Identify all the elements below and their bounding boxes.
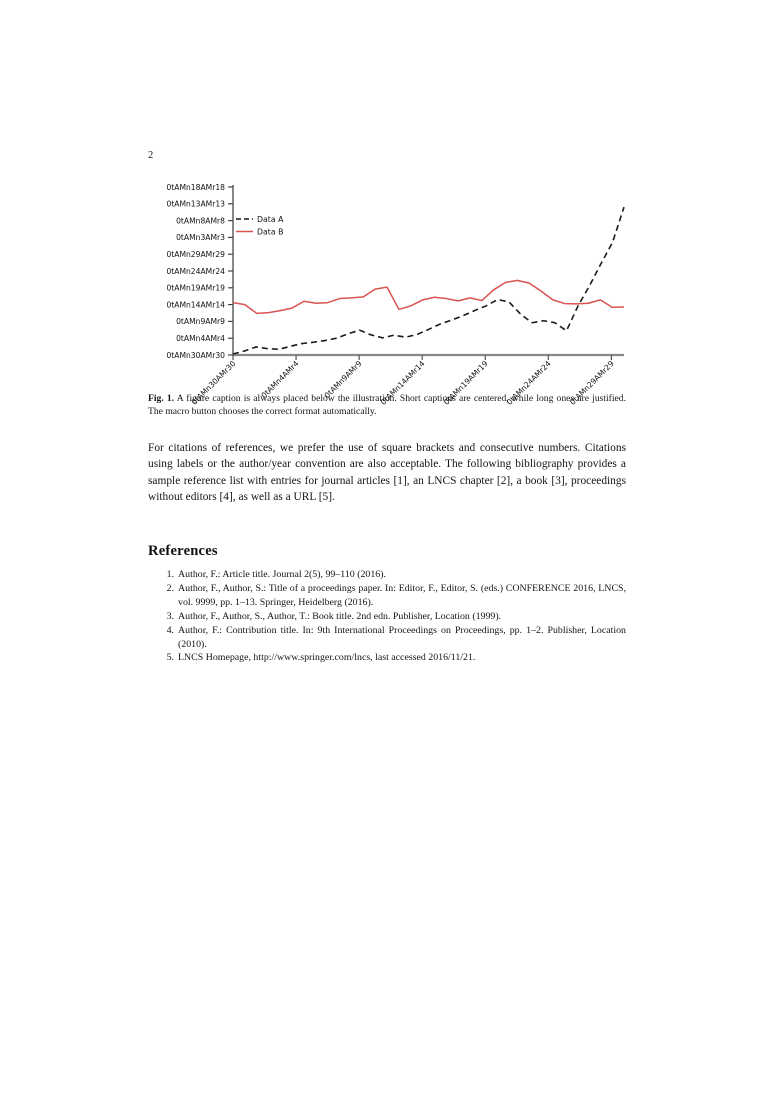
reference-number: 1. — [166, 569, 174, 580]
y-axis-tick-label: 0tAMn8AMr8 — [176, 216, 225, 226]
references-list — [148, 568, 626, 665]
series-line-data-b — [233, 280, 624, 313]
reference-item — [148, 568, 626, 582]
y-axis-tick-label: 0tAMn14AMr14 — [166, 300, 225, 310]
x-axis-tick-label: 0tAMn9AMr9 — [322, 359, 364, 400]
x-axis-tick-label: 0tAMn4AMr4 — [259, 359, 301, 400]
figure-caption — [148, 392, 626, 418]
y-axis-tick-label: 0tAMn24AMr24 — [166, 266, 225, 276]
x-axis-tick-label: 0tAMn24AMr24 — [504, 359, 553, 407]
references-heading: References — [148, 543, 218, 559]
reference-number: 2. — [166, 582, 174, 594]
body-paragraph: For citations of references, we prefer the use of square brackets and consecutive numbers. Citations using labels or the author/year convention are also acceptable. The following bibliography provides a sample reference list with entries for journal articles [1], an LNCS chapter [2], a book [3], proceedings without editors [4], as well as a URL [5]. — [148, 442, 626, 504]
figure-caption-text: A figure caption is always placed below the illustration. Short captions are centered, while long ones are justified. The macro button chooses the correct format automatically. — [148, 393, 626, 418]
x-axis-tick-label: 0tAMn30AMr30 — [189, 359, 238, 407]
y-axis-tick-label: 0tAMn19AMr19 — [166, 283, 225, 293]
reference-item — [148, 610, 626, 624]
reference-text: Author, F., Author, S.: Title of a proceedings paper. In: Editor, F., Editor, S. (eds.) CONFERENCE 2016, LNCS, vol. 9999, pp. 1–13. Springer, Heidelberg (2016). — [178, 582, 626, 608]
page-number: 2 — [148, 150, 154, 161]
reference-text: Author, F.: Contribution title. In: 9th International Proceedings on Proceedings, pp. 1–2. Publisher, Location (2010). — [178, 624, 626, 650]
x-axis-tick-label: 0tAMn14AMr14 — [378, 359, 427, 407]
x-axis-tick-label: 0tAMn29AMr29 — [568, 359, 616, 407]
legend-label: Data B — [257, 227, 284, 237]
y-axis-tick-label: 0tAMn30AMr30 — [166, 350, 225, 360]
figure-caption-label: Fig. 1. — [148, 393, 175, 404]
reference-item — [148, 582, 626, 610]
y-axis-tick-label: 0tAMn9AMr9 — [176, 317, 225, 327]
y-axis-tick-label: 0tAMn4AMr4 — [176, 334, 225, 343]
legend-label: Data A — [257, 215, 284, 224]
y-axis-tick-label: 0tAMn3AMr3 — [176, 233, 225, 243]
reference-number: 4. — [166, 624, 174, 636]
reference-text: LNCS Homepage, http://www.springer.com/lncs, last accessed 2016/11/21. — [178, 652, 476, 664]
reference-number: 3. — [166, 610, 174, 622]
y-axis-tick-label: 0tAMn18AMr18 — [166, 182, 225, 192]
reference-text: Author, F.: Article title. Journal 2(5), 99–110 (2016). — [178, 569, 386, 580]
y-axis-tick-label: 0tAMn13AMr13 — [166, 199, 225, 209]
y-axis-tick-label: 0tAMn29AMr29 — [166, 250, 225, 259]
reference-text: Author, F., Author, S., Author, T.: Book title. 2nd edn. Publisher, Location (1999). — [178, 610, 502, 622]
series-line-data-a — [233, 207, 624, 354]
x-axis-tick-label: 0tAMn19AMr19 — [441, 359, 490, 407]
reference-item — [148, 651, 626, 665]
reference-item — [148, 624, 626, 652]
reference-number: 5. — [166, 652, 174, 664]
